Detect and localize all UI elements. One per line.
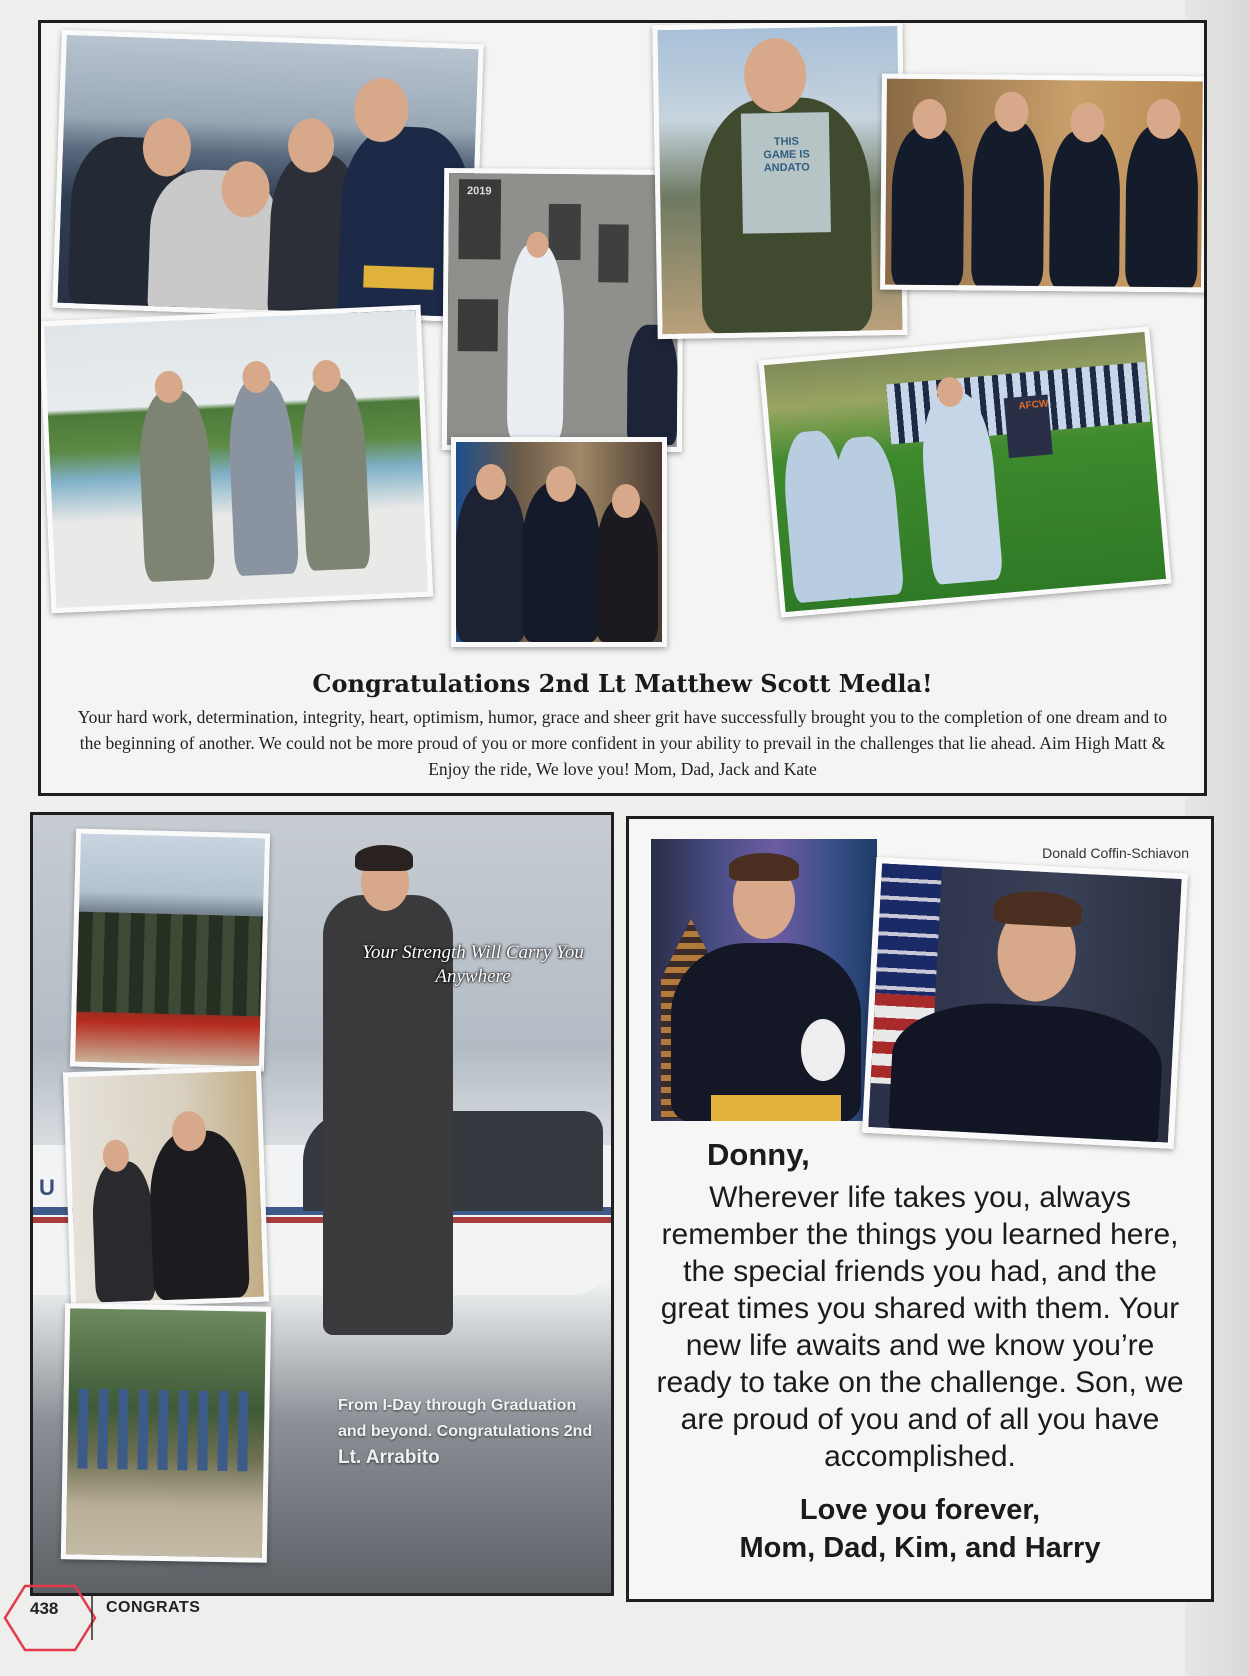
arrabito-tribute-panel — [30, 812, 614, 1596]
photo-indoor-pair — [63, 1066, 269, 1309]
tribute-message: Your hard work, determination, integrity, heart, optimism, humor, grace and sheer grit have successfully brought you to the completion of one dream and to the beginning of another. We could not be more proud of you or more confident in your ability to prevail in the challenges that lie ahead. Aim High Matt & Enjoy the ride, We love you! Mom, Dad, Jack and Kate — [77, 707, 1168, 779]
photo-flag-portrait — [862, 857, 1188, 1149]
strength-quote: Your Strength Will Carry You Anywhere — [362, 942, 584, 987]
medla-tribute-panel — [38, 20, 1207, 796]
donny-greeting: Donny, — [707, 1137, 810, 1172]
photo-pinning-ceremony — [451, 437, 667, 647]
photo-four-cadets — [880, 74, 1207, 293]
photo-camo-trio — [39, 305, 433, 613]
photo-credit: Donald Coffin-Schiavon — [1042, 845, 1189, 861]
hexagon-ornament — [0, 1578, 300, 1676]
photo-chapel-portrait — [651, 839, 877, 1121]
plaque-year: 2019 — [466, 185, 492, 198]
photo-tshirt-reveal — [652, 21, 907, 339]
arrabito-caption: From I-Day through Graduation and beyond. Congratulations 2nd Lt. Arrabito — [338, 1397, 593, 1468]
squadron-flag: AFCW — [1004, 395, 1053, 459]
photo-plaque-wall — [442, 168, 684, 452]
page-number: 438 — [30, 1599, 59, 1618]
photo-mountain-group — [70, 829, 270, 1072]
photo-forest-group — [61, 1303, 271, 1563]
plane-marking: U — [39, 1175, 55, 1200]
photo-parade-field — [759, 326, 1172, 617]
donny-message: Wherever life takes you, always remember the things you learned here, the special friends you had, and the great times you shared with them. Your new life awaits and we know you’re ready to take on the challenge. Son, we are proud of you and of all you have accomplished. — [656, 1181, 1184, 1473]
page-footer — [0, 1578, 300, 1676]
donny-tribute-panel — [626, 816, 1214, 1602]
tshirt-slogan: THIS GAME IS ANDATO — [763, 135, 810, 175]
tribute-title: Congratulations 2nd Lt Matthew Scott Medla! — [312, 669, 933, 698]
donny-signature: Love you forever, Mom, Dad, Kim, and Harry — [739, 1494, 1101, 1564]
section-name: CONGRATS — [106, 1599, 201, 1616]
photo-stadium-family — [52, 30, 483, 323]
